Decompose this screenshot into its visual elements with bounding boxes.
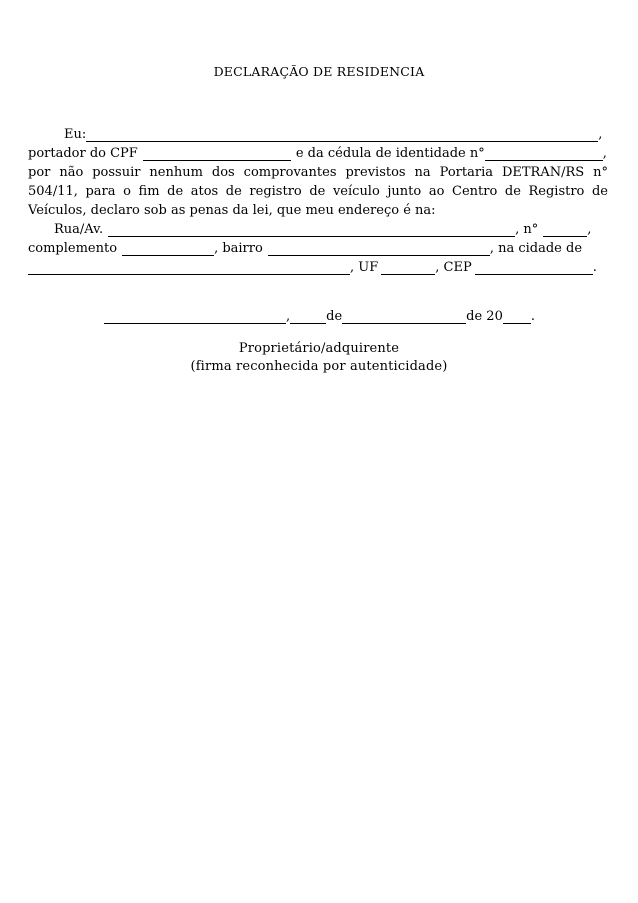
- text-line-3: [28, 162, 608, 180]
- cep-blank[interactable]: [475, 262, 593, 275]
- date-end: .: [530, 309, 535, 324]
- name-label: Eu:: [64, 127, 87, 142]
- cpf-line: [28, 143, 608, 161]
- registro-text: 504/11, para o fim de atos de registro de veículo junto ao Centro de Registro de: [28, 184, 608, 199]
- number-label: , n°: [515, 222, 539, 237]
- complement-line: [28, 238, 608, 256]
- street-line: [28, 219, 608, 237]
- name-blank[interactable]: [86, 129, 598, 142]
- date-line: [104, 306, 544, 324]
- uf-blank[interactable]: [381, 262, 435, 275]
- day-blank[interactable]: [290, 311, 326, 324]
- signature-role: Proprietário/adquirente: [238, 341, 400, 356]
- text-line-4: [28, 181, 608, 199]
- date-comma: ,: [286, 309, 291, 324]
- text-line-5: [28, 200, 608, 218]
- identity-label: e da cédula de identidade n°: [295, 146, 485, 161]
- identity-blank[interactable]: [485, 148, 603, 161]
- document-title: DECLARAÇÃO DE RESIDENCIA: [213, 64, 425, 79]
- number-blank[interactable]: [543, 224, 587, 237]
- declaro-text: Veículos, declaro sob as penas da lei, que meu endereço é na:: [28, 203, 436, 218]
- complement-label: complemento: [28, 241, 118, 256]
- street-blank[interactable]: [108, 224, 515, 237]
- place-blank[interactable]: [104, 311, 286, 324]
- city-label: , na cidade de: [489, 241, 583, 256]
- city-line: [28, 257, 608, 275]
- city-blank[interactable]: [28, 262, 350, 275]
- cpf-line-end: ,: [602, 146, 607, 161]
- year-blank[interactable]: [503, 311, 531, 324]
- complement-blank[interactable]: [122, 243, 214, 256]
- date-de-2: de 20: [466, 309, 503, 324]
- city-line-end: .: [592, 260, 597, 275]
- portaria-text: por não possuir nenhum dos comprovantes previstos na Portaria DETRAN/RS n°: [28, 165, 608, 180]
- district-blank[interactable]: [268, 243, 490, 256]
- cpf-label: portador do CPF: [28, 146, 138, 161]
- cpf-blank[interactable]: [143, 148, 291, 161]
- date-de-1: de: [326, 309, 343, 324]
- name-line-end: ,: [598, 127, 603, 142]
- name-line: [28, 124, 608, 142]
- cep-label: , CEP: [435, 260, 472, 275]
- uf-label: , UF: [350, 260, 379, 275]
- street-label: Rua/Av.: [54, 222, 104, 237]
- month-blank[interactable]: [342, 311, 466, 324]
- district-label: , bairro: [214, 241, 263, 256]
- street-line-end: ,: [587, 222, 592, 237]
- signature-note: (firma reconhecida por autenticidade): [190, 359, 448, 374]
